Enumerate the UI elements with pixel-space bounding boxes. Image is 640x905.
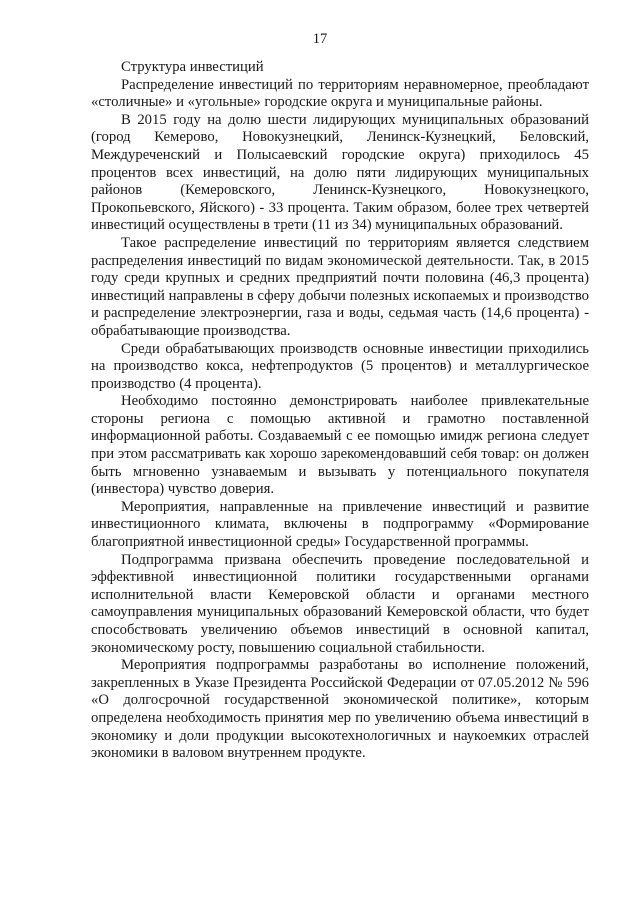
paragraph-region-image: Необходимо постоянно демонстрировать наиболее привлекательные стороны региона с помощью активной и грамотно поставленной информационной работы. Создаваемый с ее помощью имидж региона следует при этом рассматривать как хорошо зарекомендовавший себя товар: он должен быть мгновенно узнаваемым и вызывать у потенциального покупателя (инвестора) чувство доверия. [91,393,589,498]
paragraph-manufacturing: Среди обрабатывающих производств основные инвестиции приходились на производство кокса, нефтепродуктов (5 процентов) и металлургическое производство (4 процента). [91,340,589,392]
page-number: 17 [312,31,328,47]
document-body [91,59,589,763]
paragraph-territorial-distribution: Распределение инвестиций по территориям неравномерное, преобладают «столичные» и «угольные» городские округа и муниципальные районы. [91,76,589,111]
paragraph-leading-municipalities: В 2015 году на долю шести лидирующих муниципальных образований (город Кемерово, Новокузнецкий, Ленинск-Кузнецкий, Беловский, Междуреченский и Полысаевский городские округа) приходилось 45 процентов всех инвестиций, на долю пяти лидирующих муниципальных районов (Кемеровского, Ленинск-Кузнецкого, Новокузнецкого, Прокопьевского, Яйского) - 33 процента. Таким образом, более трех четвертей инвестиций осуществлены в трети (11 из 34) муниципальных образований. [91,111,589,234]
paragraph-subprogram-purpose: Подпрограмма призвана обеспечить проведение последовательной и эффективной инвестиционной политики государственными органами исполнительной власти Кемеровской области и органами местного самоуправления муниципальных образований Кемеровской области, что будет способствовать увеличению объемов инвестиций в основной капитал, экономическому росту, повышению социальной стабильности. [91,551,589,656]
section-heading: Структура инвестиций [121,59,264,75]
paragraph-activity-distribution: Такое распределение инвестиций по территориям является следствием распределения инвестиций по видам экономической деятельности. Так, в 2015 году среди крупных и средних предприятий почти половина (46,3 процента) инвестиций направлены в сферу добычи полезных ископаемых и производство и распределение электроэнергии, газа и воды, седьмая часть (14,6 процента) - обрабатывающие производства. [91,234,589,339]
paragraph-presidential-decree: Мероприятия подпрограммы разработаны во исполнение положений, закрепленных в Указе Президента Российской Федерации от 07.05.2012 № 596 «О долгосрочной государственной экономической политике», которым определена необходимость принятия мер по увеличению объема инвестиций в экономику и доли продукции высокотехнологичных и наукоемких отраслей экономики в валовом внутреннем продукте. [91,657,589,762]
paragraph-subprogram-measures: Мероприятия, направленные на привлечение инвестиций и развитие инвестиционного климата, включены в подпрограмму «Формирование благоприятной инвестиционной среды» Государственной программы. [91,498,589,551]
